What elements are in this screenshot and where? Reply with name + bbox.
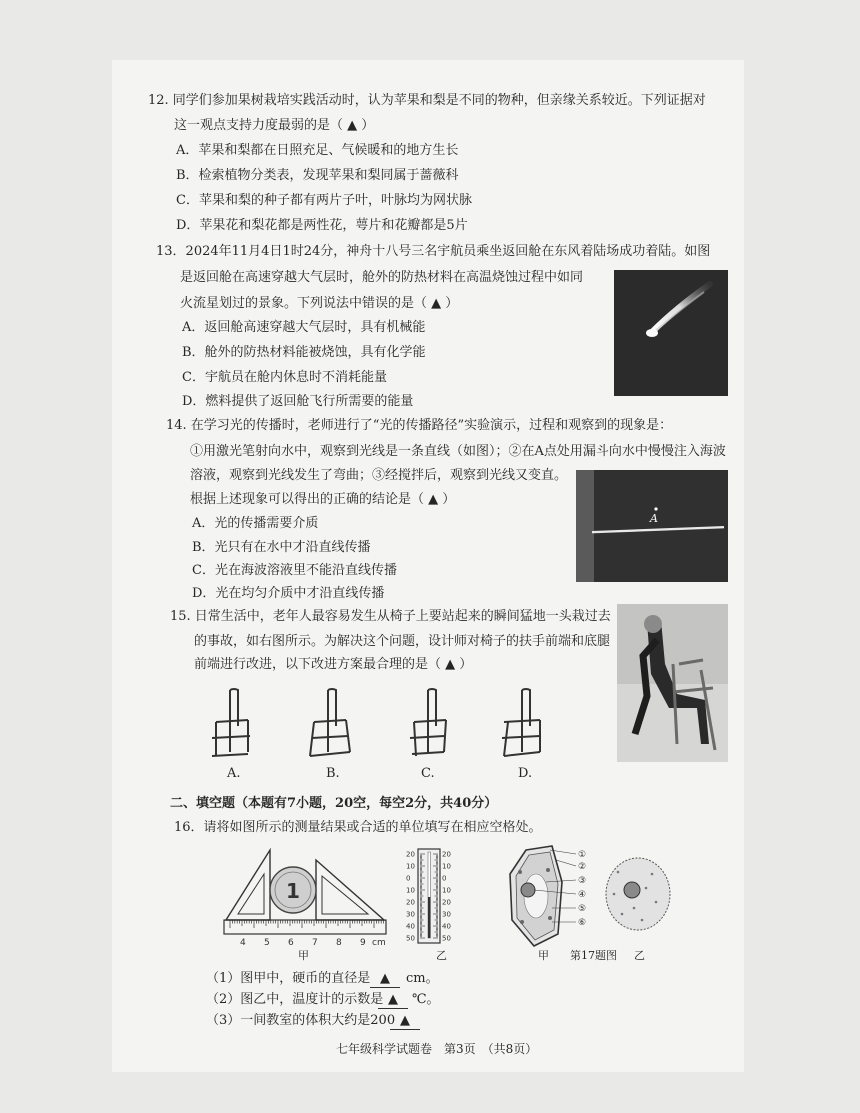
q13-option-c: C．宇航员在舱内休息时不消耗能量 <box>182 370 387 385</box>
thermometer-scale-right: 20 <box>442 850 451 859</box>
ruler-label-4: 4 <box>240 938 246 948</box>
q16-sub2-text: （2）图乙中，温度计的示数是 <box>206 992 384 1007</box>
thermometer-scale-left: 10 <box>406 862 415 871</box>
q13-option-a: A．返回舱高速穿越大气层时，具有机械能 <box>182 320 426 335</box>
section-2-heading: 二、填空题（本题有7小题，20空，每空2分，共40分） <box>170 796 498 811</box>
cell-label-1: ① <box>578 850 587 860</box>
cell-label-2: ② <box>578 862 587 872</box>
q16-sub2-unit: ℃。 <box>412 992 440 1007</box>
fig17-yi-label: 乙 <box>634 949 645 962</box>
cell-label-4: ④ <box>578 890 587 900</box>
thermometer-scale-left: 40 <box>406 922 415 931</box>
chair-option-a-drawing <box>208 686 268 762</box>
q12-option-a: A．苹果和梨都在日照充足、气候暖和的地方生长 <box>176 143 459 158</box>
thermometer-scale-right: 40 <box>442 922 451 931</box>
ruler-label-6: 6 <box>288 938 294 948</box>
q12-option-d: D．苹果花和梨花都是两性花，萼片和花瓣都是5片 <box>176 218 468 233</box>
q14-option-b: B．光只有在水中才沿直线传播 <box>192 540 371 555</box>
chair-option-b-drawing <box>306 686 366 762</box>
q13-option-d: D．燃料提供了返回舱飞行所需要的能量 <box>182 394 414 409</box>
q12-stem-line2: 这一观点支持力度最弱的是（ ▲ ） <box>174 118 375 133</box>
q14-option-a: A．光的传播需要介质 <box>192 516 319 531</box>
thermometer-scale-left: 50 <box>406 934 415 943</box>
chair-option-c-label: C. <box>421 766 435 781</box>
chair-option-d-label: D. <box>518 766 533 781</box>
q15-stem-line3: 前端进行改进，以下改进方案最合理的是（ ▲ ） <box>194 657 473 672</box>
point-a-label: A <box>650 512 658 525</box>
q15-stem-line2: 的事故，如右图所示。为解决这个问题，设计师对椅子的扶手前端和底腿 <box>194 634 611 649</box>
q14-stem-line4: 根据上述现象可以得出的正确的结论是（ ▲ ） <box>190 492 456 507</box>
q16-sub3-blank[interactable]: ▲ <box>390 1013 420 1030</box>
q14-stem-line3: 溶液，观察到光线发生了弯曲；③经搅拌后，观察到光线又变直。 <box>190 468 568 483</box>
q14-stem-line2: ①用激光笔射向水中，观察到光线是一条直线（如图）；②在A点处用漏斗向水中慢慢注入海波 <box>190 444 726 459</box>
chair-option-d-drawing <box>498 686 558 762</box>
q12-option-b: B．检索植物分类表，发现苹果和梨同属于蔷薇科 <box>176 168 459 183</box>
cell-label-5: ⑤ <box>578 904 587 914</box>
chair-option-b-label: B. <box>326 766 340 781</box>
laser-experiment-photo <box>576 470 728 582</box>
q16-sub2-blank[interactable]: ▲ <box>378 992 408 1009</box>
fig16-yi-label: 乙 <box>436 949 447 962</box>
q13-stem-line3: 火流星划过的景象。下列说法中错误的是（ ▲ ） <box>180 296 459 311</box>
thermometer-scale-left: 20 <box>406 898 415 907</box>
q13-stem-line1: 13．2024年11月4日1时24分，神舟十八号三名宇航员乘坐返回舱在东风着陆场成功着陆。如图 <box>156 244 711 259</box>
coin-ruler-figure <box>222 846 388 948</box>
q16-sub1-text: （1）图甲中，硬币的直径是 <box>206 971 371 986</box>
thermometer-scale-right: 50 <box>442 934 451 943</box>
thermometer-scale-right: 20 <box>442 898 451 907</box>
cell-label-6: ⑥ <box>578 918 587 928</box>
cell-label-3: ③ <box>578 876 587 886</box>
fig16-jia-label: 甲 <box>298 949 309 962</box>
q16-sub3-text: （3）一间教室的体积大约是200 <box>206 1013 396 1028</box>
q15-stem-line1: 15. 日常生活中，老年人最容易发生从椅子上要站起来的瞬间猛地一头栽过去 <box>170 609 611 624</box>
thermometer-scale-left: 0 <box>406 874 411 883</box>
ruler-label-7: 7 <box>312 938 318 948</box>
fig17-jia-label: 甲 <box>538 949 549 962</box>
thermometer-scale-right: 0 <box>442 874 447 883</box>
thermometer-scale-left: 10 <box>406 886 415 895</box>
q16-sub1-unit: cm。 <box>406 971 439 986</box>
q14-stem-line1: 14. 在学习光的传播时，老师进行了“光的传播路径”实验演示，过程和观察到的现象是： <box>166 418 673 433</box>
q13-option-b: B．舱外的防热材料能被烧蚀，具有化学能 <box>182 345 426 360</box>
thermometer-scale-right: 10 <box>442 862 451 871</box>
thermometer-scale-left: 20 <box>406 850 415 859</box>
q14-option-d: D．光在均匀介质中才沿直线传播 <box>192 586 385 601</box>
q16-sub1-blank[interactable]: ▲ <box>370 971 400 988</box>
thermometer-scale-right: 30 <box>442 910 451 919</box>
chair-option-a-label: A. <box>227 766 241 781</box>
q14-option-c: C．光在海波溶液里不能沿直线传播 <box>192 563 397 578</box>
q13-stem-line2: 是返回舱在高速穿越大气层时，舱外的防热材料在高温烧蚀过程中如同 <box>180 270 584 285</box>
chair-option-c-drawing <box>404 686 464 762</box>
ruler-label-8: 8 <box>336 938 342 948</box>
reentry-capsule-photo <box>614 270 728 396</box>
fig17-caption: 第17题图 <box>570 949 617 962</box>
coin-numeral: 1 <box>286 879 300 903</box>
thermometer-scale-right: 10 <box>442 886 451 895</box>
elderly-chair-photo <box>617 604 728 762</box>
thermometer-scale-left: 30 <box>406 910 415 919</box>
page-footer: 七年级科学试题卷 第3页 （共8页） <box>336 1042 538 1056</box>
q12-option-c: C．苹果和梨的种子都有两片子叶，叶脉均为网状脉 <box>176 193 472 208</box>
ruler-label-9: 9 <box>360 938 366 948</box>
ruler-unit-cm: cm <box>372 938 386 948</box>
cell-diagram-figure <box>506 842 678 952</box>
thermometer-figure <box>404 846 454 946</box>
q16-stem: 16．请将如图所示的测量结果或合适的单位填写在相应空格处。 <box>174 820 542 835</box>
q12-stem-line1: 12. 同学们参加果树栽培实践活动时，认为苹果和梨是不同的物种，但亲缘关系较近。下列证据对 <box>148 93 706 108</box>
ruler-label-5: 5 <box>264 938 270 948</box>
